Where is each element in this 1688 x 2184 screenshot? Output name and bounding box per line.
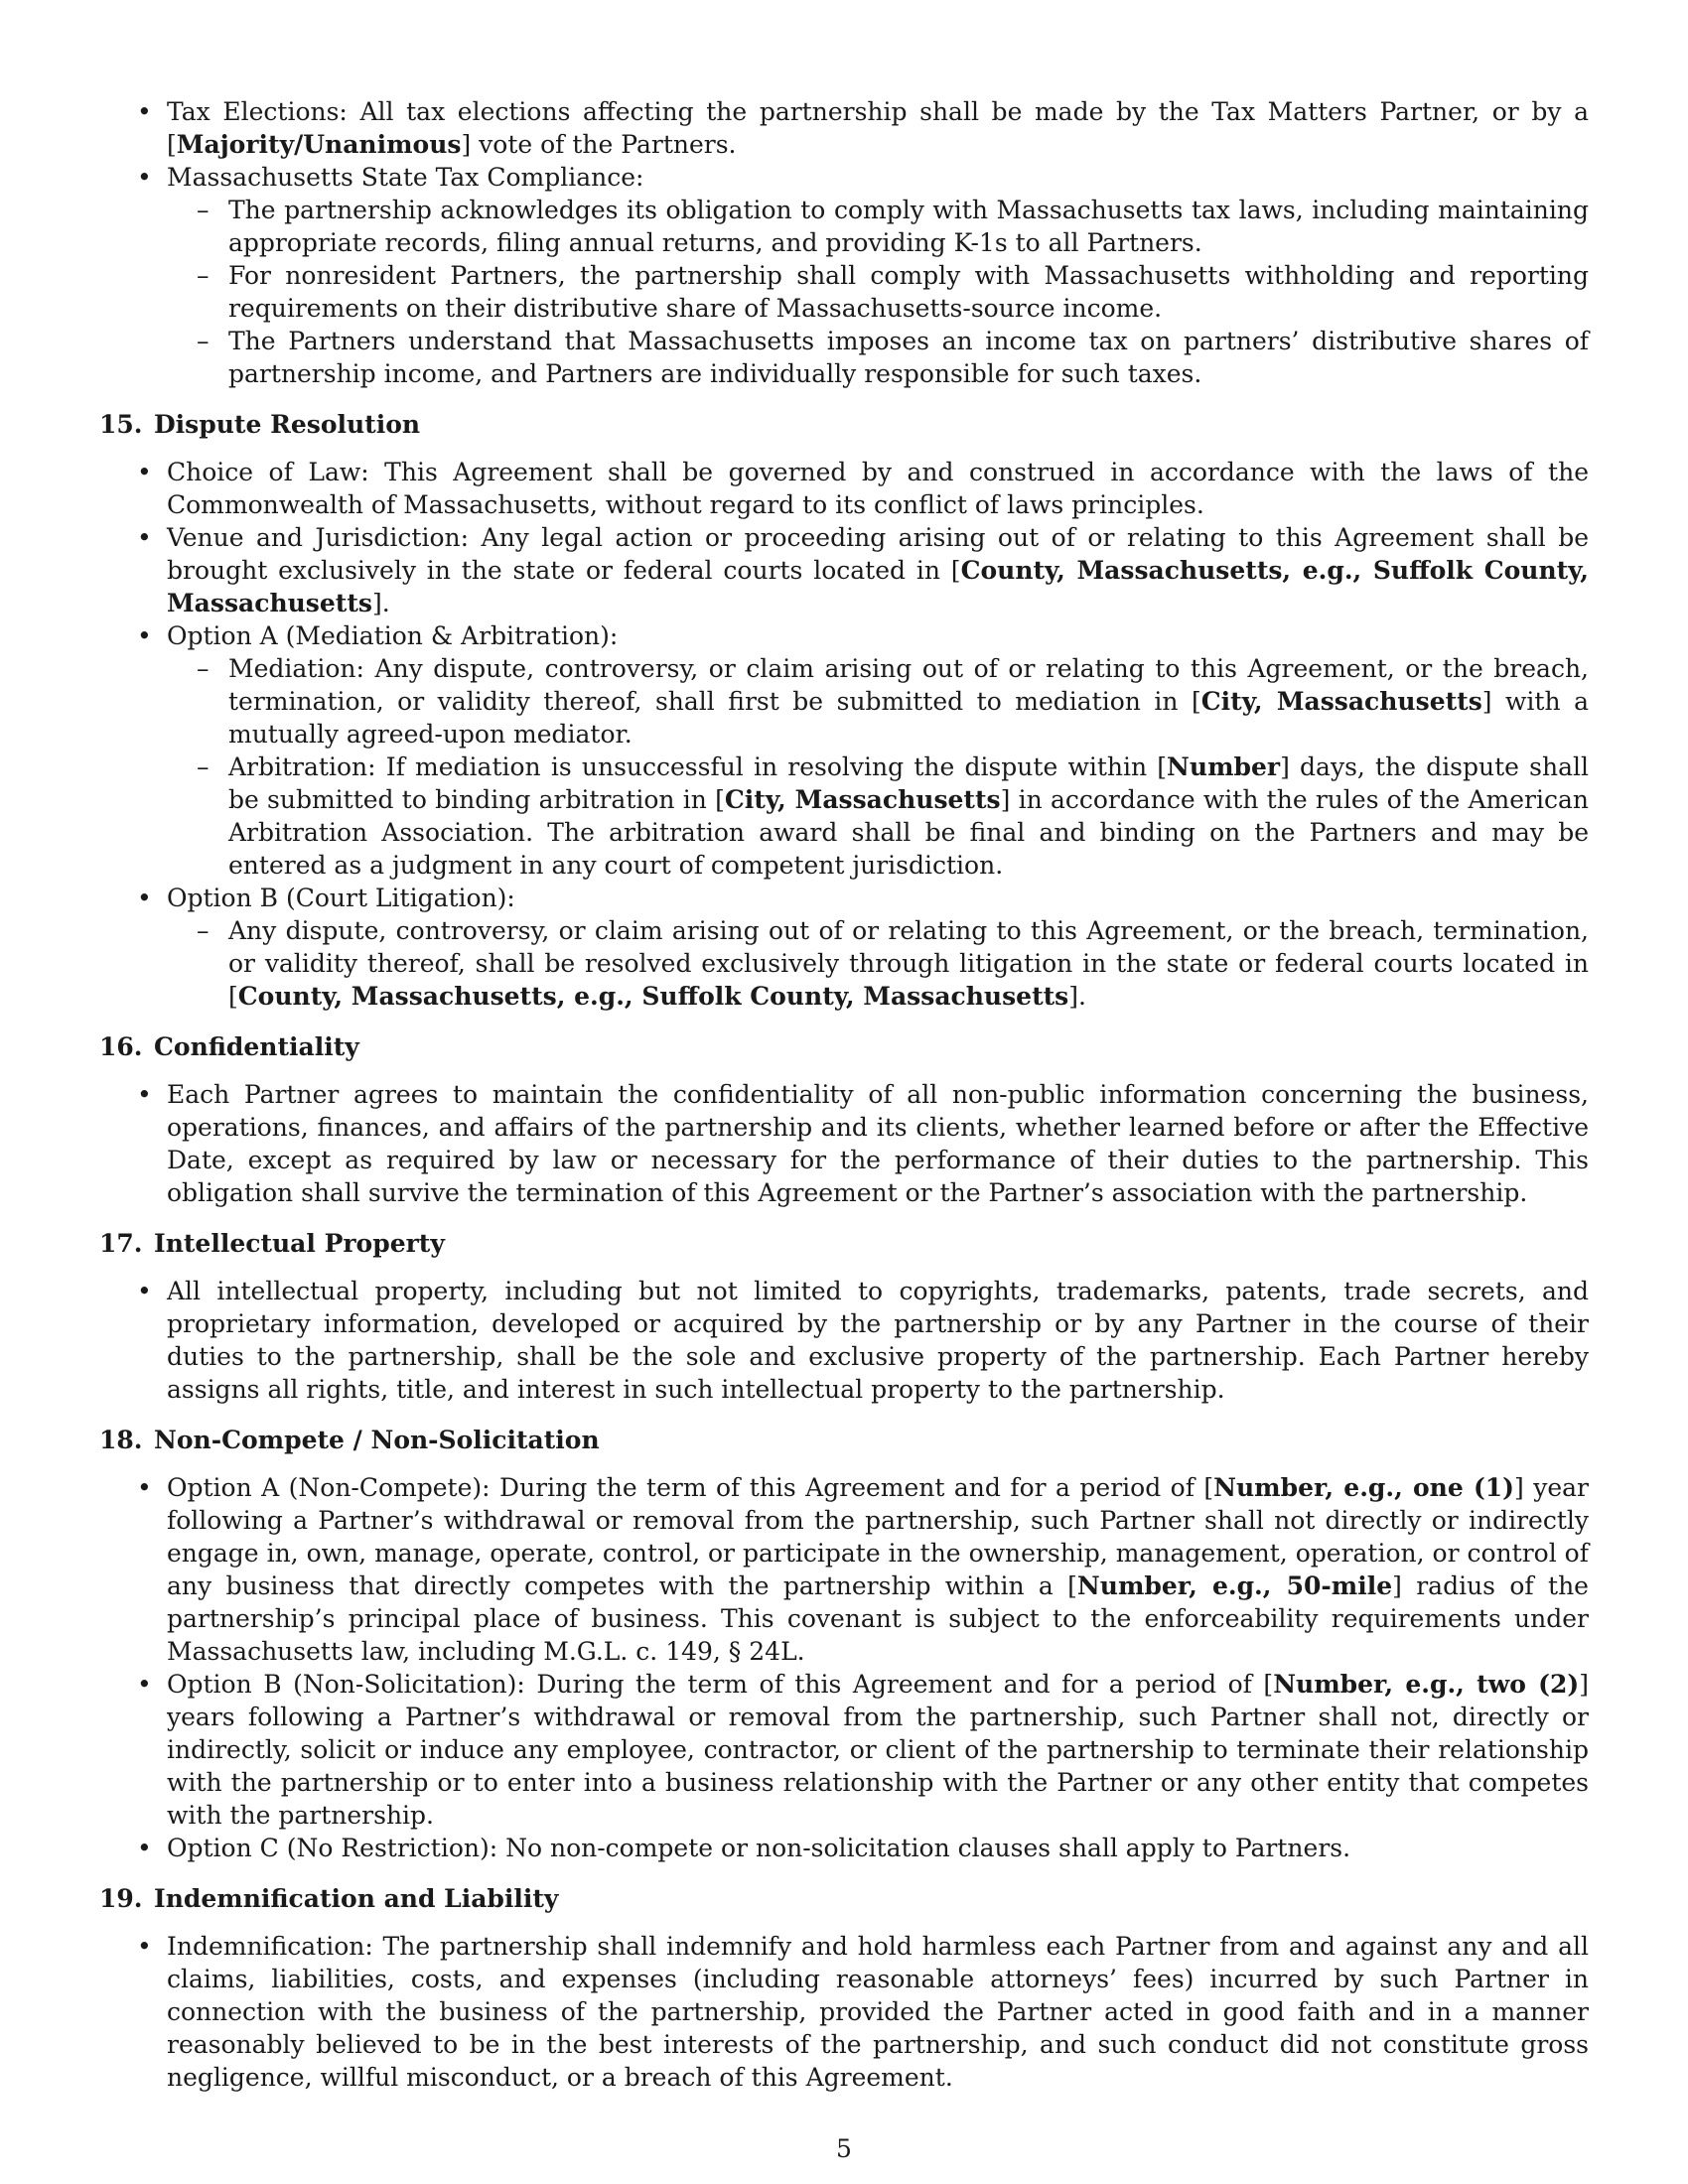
placeholder-text: Number, e.g., 50-mile: [1076, 1571, 1393, 1600]
item-text: [228, 914, 1589, 1013]
section-confidentiality: [99, 1030, 1589, 1209]
placeholder-text: County, Massachusetts, e.g., Suffolk County, Massachusetts: [237, 982, 1069, 1011]
item-text: [167, 1471, 1589, 1668]
clause-text: Tax Elections: All tax elections affecting the partnership shall be made by the Tax Matters Partner, or by a [: [167, 97, 1589, 159]
page-number: 5: [836, 2134, 852, 2163]
list-item: [99, 1078, 1589, 1209]
item-text: [167, 456, 1589, 521]
placeholder-text: City, Massachusetts: [724, 785, 1001, 814]
item-text: [228, 751, 1589, 882]
item-text: [228, 652, 1589, 751]
sub-list-item: [167, 914, 1589, 1013]
clause-text: Option C (No Restriction): No non-compete or non-solicitation clauses shall apply to Partners.: [167, 1834, 1351, 1862]
bullet-list: [99, 1078, 1589, 1209]
clause-text: Choice of Law: This Agreement shall be governed by and construed in accordance with the laws of the Commonwealth of Massachusetts, without regard to its conflict of laws principles.: [167, 458, 1589, 519]
section-number: 18.: [99, 1426, 143, 1454]
item-text: [228, 259, 1589, 325]
section-non-compete: [99, 1424, 1589, 1864]
clause-text: Venue and Jurisdiction: Any legal action or proceeding arising out of or relating to this Agreement shall be brought exclusively in the state or federal courts located in [: [167, 523, 1589, 585]
section-heading: [99, 1424, 1589, 1456]
placeholder-text: Number, e.g., one (1): [1213, 1473, 1515, 1502]
item-text: [228, 194, 1589, 259]
item-text: [167, 882, 1589, 914]
section-heading: [99, 1882, 1589, 1915]
document-body: [99, 95, 1589, 2094]
clause-text: Each Partner agrees to maintain the confidentiality of all non-public information concerning the business, operations, finances, and affairs of the partnership and its clients, whether learned before or after the Effective Date, except as required by law or necessary for the performance of their duties to the partnership. This obligation shall survive the termination of this Agreement or the Partner’s association with the partnership.: [167, 1080, 1589, 1207]
clause-text: ] years following a Partner’s withdrawal or removal from the partnership, such Partner shall not, directly or indirectly, solicit or induce any employee, contractor, or client of the partnership to terminate their relationship with the partnership or to enter into a business relationship with the Partner or any other entity that competes with the partnership.: [167, 1670, 1589, 1830]
dash-list: [167, 652, 1589, 882]
bullet-list: [99, 1930, 1589, 2094]
section-heading: [99, 1227, 1589, 1260]
list-item: [99, 456, 1589, 521]
bullet-list: [99, 456, 1589, 1013]
list-item: [99, 882, 1589, 1013]
item-text: [167, 619, 1589, 652]
sub-list-item: [167, 194, 1589, 259]
section-heading: [99, 1030, 1589, 1063]
clause-text: Option B (Non-Solicitation): During the term of this Agreement and for a period of [: [167, 1670, 1274, 1699]
placeholder-text: Majority/Unanimous: [176, 130, 462, 159]
clause-text: Option A (Mediation & Arbitration):: [167, 621, 619, 650]
clause-text: The partnership acknowledges its obligation to comply with Massachusetts tax laws, including maintaining appropriate records, filing annual returns, and providing K-1s to all Partners.: [228, 196, 1589, 257]
clause-text: Massachusetts State Tax Compliance:: [167, 163, 644, 192]
dash-list: [167, 914, 1589, 1013]
list-item: [99, 1930, 1589, 2094]
section-title: Confidentiality: [154, 1032, 359, 1061]
clause-text: Indemnification: The partnership shall indemnify and hold harmless each Partner from and against any and all claims, liabilities, costs, and expenses (including reasonable attorneys’ fees) incurred by such Partner in connection with the business of the partnership, provided the Partner acted in good faith and in a manner reasonably believed to be in the best interests of the partnership, and such conduct did not constitute gross negligence, willful misconduct, or a breach of this Agreement.: [167, 1932, 1589, 2092]
list-item: [99, 1471, 1589, 1668]
placeholder-text: Number: [1167, 752, 1281, 781]
list-item: [99, 619, 1589, 882]
section-number: 15.: [99, 410, 143, 439]
section-title: Dispute Resolution: [154, 410, 421, 439]
section-title: Intellectual Property: [154, 1229, 445, 1258]
placeholder-text: City, Massachusetts: [1200, 687, 1482, 716]
clause-text: ] radius of the partnership’s principal place of business. This covenant is subject to the enforceability requirements under Massachusetts law, including M.G.L. c. 149, § 24L.: [167, 1571, 1589, 1666]
bullet-list: [99, 95, 1589, 390]
dash-list: [167, 194, 1589, 390]
sub-list-item: [167, 259, 1589, 325]
list-item: [99, 161, 1589, 390]
clause-text: For nonresident Partners, the partnership shall comply with Massachusetts withholding and reporting requirements on their distributive share of Massachusetts-source income.: [228, 261, 1589, 323]
clause-text: Option B (Court Litigation):: [167, 884, 515, 912]
section-intellectual-property: [99, 1227, 1589, 1406]
placeholder-text: County, Massachusetts, e.g., Suffolk County, Massachusetts: [167, 556, 1590, 617]
clause-text: Option A (Non-Compete): During the term of this Agreement and for a period of [: [167, 1473, 1214, 1502]
item-text: [167, 1275, 1589, 1406]
section-number: 16.: [99, 1032, 143, 1061]
clause-text: ].: [1068, 982, 1086, 1011]
document-page: [99, 95, 1589, 2094]
clause-text: Any dispute, controversy, or claim arising out of or relating to this Agreement, or the breach, termination, or validity thereof, shall be resolved exclusively through litigation in the state or federal courts located in [: [228, 916, 1589, 1011]
section-title: Non-Compete / Non-Solicitation: [154, 1426, 600, 1454]
clause-text: The Partners understand that Massachusetts imposes an income tax on partners’ distributive shares of partnership income, and Partners are individually responsible for such taxes.: [228, 327, 1589, 388]
section-number: 17.: [99, 1229, 143, 1258]
clause-text: ] year following a Partner’s withdrawal or removal from the partnership, such Partner shall not directly or indirectly engage in, own, manage, operate, control, or participate in the ownership, management, operation, or control of any business that directly competes with the partnership within a [: [167, 1473, 1589, 1600]
clause-text: ] with a mutually agreed-upon mediator.: [228, 687, 1589, 749]
item-text: [167, 1078, 1589, 1209]
bullet-list: [99, 1471, 1589, 1864]
section-title: Indemnification and Liability: [154, 1884, 559, 1913]
list-item: [99, 1832, 1589, 1864]
clause-text: All intellectual property, including but not limited to copyrights, trademarks, patents, trade secrets, and proprietary information, developed or acquired by the partnership or by any Partner in the course of their duties to the partnership, shall be the sole and exclusive property of the partnership. Each Partner hereby assigns all rights, title, and interest in such intellectual property to the partnership.: [167, 1277, 1589, 1404]
section-heading: [99, 408, 1589, 441]
item-text: [167, 95, 1589, 161]
list-item: [99, 95, 1589, 161]
clause-text: Arbitration: If mediation is unsuccessful in resolving the dispute within [: [228, 752, 1168, 781]
clause-text: ] in accordance with the rules of the American Arbitration Association. The arbitration award shall be final and binding on the Partners and may be entered as a judgment in any court of competent jurisdiction.: [228, 785, 1590, 880]
clause-text: ].: [371, 589, 390, 617]
clause-text: ] vote of the Partners.: [461, 130, 737, 159]
clause-text: ] days, the dispute shall be submitted to binding arbitration in [: [228, 752, 1589, 814]
bullet-list: [99, 1275, 1589, 1406]
item-text: [167, 521, 1589, 619]
section-indemnification: [99, 1882, 1589, 2094]
list-item: [99, 1668, 1589, 1832]
item-text: [167, 1930, 1589, 2094]
item-text: [167, 1668, 1589, 1832]
sub-list-item: [167, 325, 1589, 390]
section-number: 19.: [99, 1884, 143, 1913]
list-item: [99, 1275, 1589, 1406]
item-text: [167, 1832, 1589, 1864]
sub-list-item: [167, 652, 1589, 751]
sub-list-item: [167, 751, 1589, 882]
clause-text: Mediation: Any dispute, controversy, or claim arising out of or relating to this Agreement, or the breach, termination, or validity thereof, shall first be submitted to mediation in [: [228, 654, 1589, 716]
item-text: [228, 325, 1589, 390]
section-dispute-resolution: [99, 408, 1589, 1013]
placeholder-text: Number, e.g., two (2): [1273, 1670, 1580, 1699]
list-item: [99, 521, 1589, 619]
item-text: [167, 161, 1589, 194]
